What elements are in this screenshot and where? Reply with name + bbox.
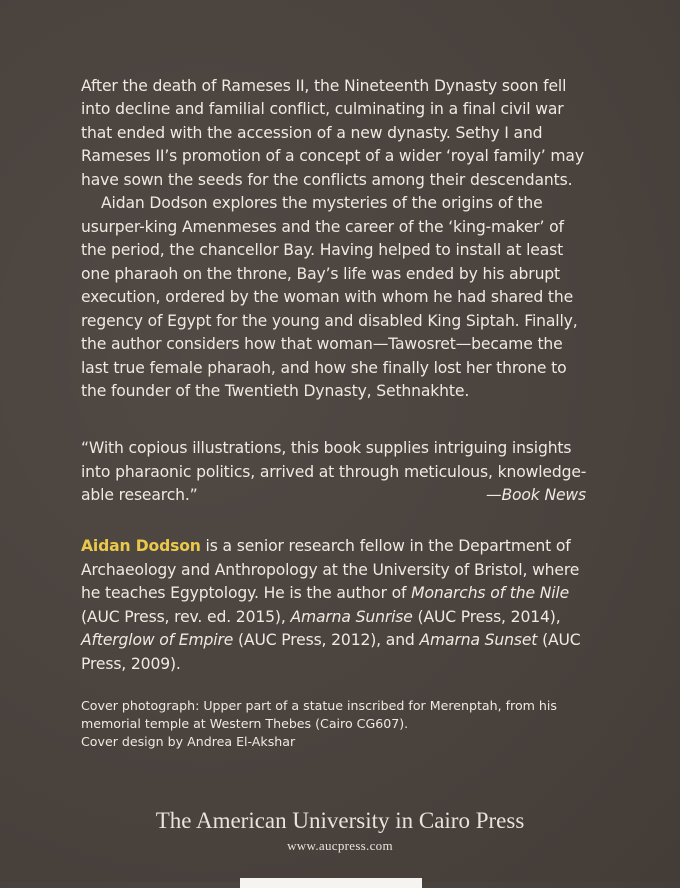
- bio-text: (AUC Press, rev. ed. 2015),: [81, 608, 291, 626]
- blurb-line: Rameses II’s promotion of a concept of a wider ‘royal family’ may: [81, 147, 584, 165]
- blurb-line: one pharaoh on the throne, Bay’s life was ended by his abrupt: [81, 265, 561, 283]
- quote-source: —Book News: [486, 486, 586, 504]
- blurb-line: the founder of the Twentieth Dynasty, Sethnakhte.: [81, 382, 470, 400]
- bio-text: he teaches Egyptology. He is the author of: [81, 584, 412, 602]
- publisher-name: The American University in Cairo Press: [155, 808, 525, 833]
- publisher-url[interactable]: www.aucpress.com: [287, 838, 393, 853]
- bio-text: (AUC Press, 2012), and: [233, 631, 420, 649]
- bio-line: Press, 2009).: [81, 655, 181, 673]
- book-title: Amarna Sunrise: [290, 608, 413, 626]
- book-title: Monarchs of the Nile: [411, 584, 570, 602]
- bio-text: (AUC Press, 2014),: [412, 608, 561, 626]
- blurb-line: last true female pharaoh, and how she finally lost her throne to: [81, 359, 567, 377]
- bio-line: [81, 608, 561, 626]
- barcode-box: [240, 878, 422, 888]
- quote-line: into pharaonic politics, arrived at through meticulous, knowledge-: [81, 463, 587, 481]
- bio-line: [81, 537, 571, 555]
- credit-line: Cover photograph: Upper part of a statue inscribed for Merenptah, from his: [81, 698, 557, 713]
- book-title: Afterglow of Empire: [81, 631, 234, 649]
- bio-line: Archaeology and Anthropology at the University of Bristol, where: [81, 561, 580, 579]
- bio-text: is a senior research fellow in the Department of: [200, 537, 571, 555]
- bio-line: [81, 584, 569, 602]
- credit-line: Cover design by Andrea El-Akshar: [81, 734, 296, 749]
- blurb-line: After the death of Rameses II, the Nineteenth Dynasty soon fell: [81, 77, 567, 95]
- blurb-line: the period, the chancellor Bay. Having helped to install at least: [81, 241, 564, 259]
- blurb-line: execution, ordered by the woman with whom he had shared the: [81, 288, 574, 306]
- credit-line: memorial temple at Western Thebes (Cairo CG607).: [81, 716, 409, 731]
- blurb-line: usurper-king Amenmeses and the career of the ‘king-maker’ of: [81, 218, 564, 236]
- author-name: Aidan Dodson: [81, 537, 201, 555]
- book-title: Amarna Sunset: [419, 631, 538, 649]
- blurb-line: that ended with the accession of a new dynasty. Sethy I and: [81, 124, 543, 142]
- quote-line: able research.”: [81, 486, 198, 504]
- blurb-line: into decline and familial conflict, culminating in a final civil war: [81, 100, 564, 118]
- bio-line: [81, 631, 581, 649]
- quote-line: “With copious illustrations, this book supplies intriguing insights: [81, 439, 572, 457]
- blurb-line: the author considers how that woman—Tawosret—became the: [81, 335, 563, 353]
- blurb-line: have sown the seeds for the conflicts among their descendants.: [81, 171, 573, 189]
- blurb-line: Aidan Dodson explores the mysteries of the origins of the: [101, 194, 543, 212]
- blurb-line: regency of Egypt for the young and disabled King Siptah. Finally,: [81, 312, 578, 330]
- bio-text: (AUC: [537, 631, 581, 649]
